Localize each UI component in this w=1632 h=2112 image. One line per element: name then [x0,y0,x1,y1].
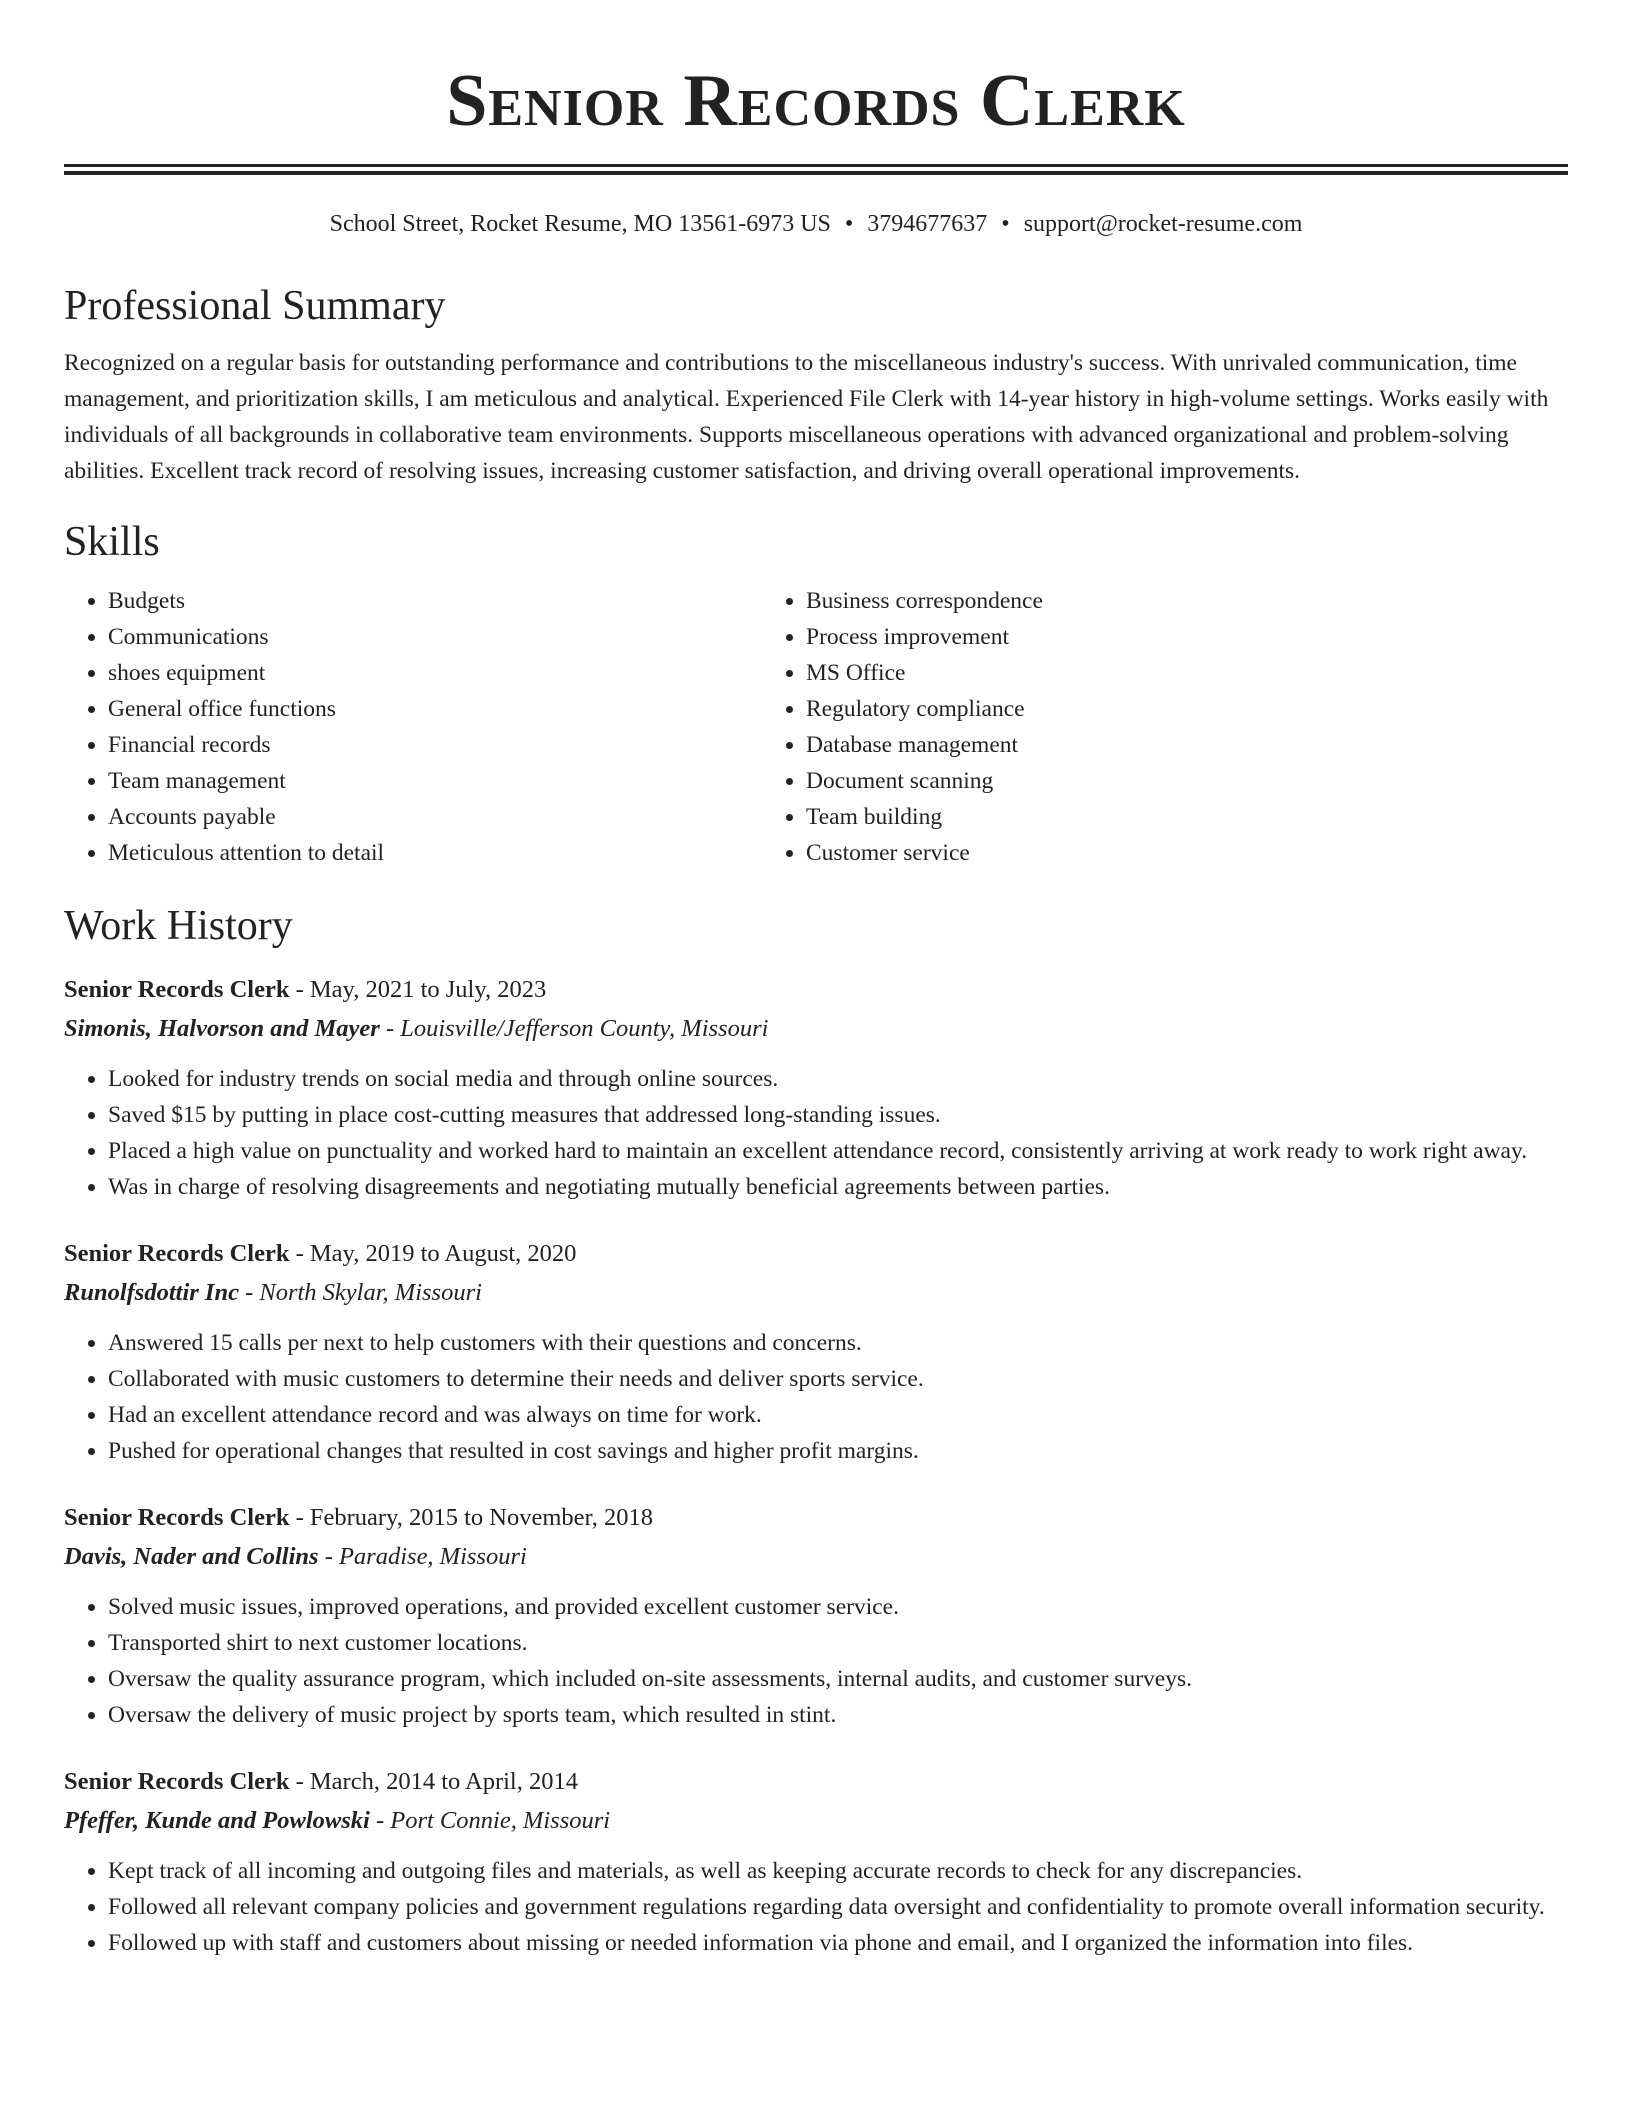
job-dates: - May, 2021 to July, 2023 [289,976,547,1003]
job-title: Senior Records Clerk [64,976,290,1003]
duty-item: • Transported shirt to next customer locations. [108,1625,1568,1661]
company-name: Simonis, Halvorson and Mayer [64,1015,380,1042]
contact-address: School Street, Rocket Resume, MO 13561-6973 US [329,211,831,237]
job-dates: - February, 2015 to November, 2018 [289,1504,653,1531]
duty-item: • Solved music issues, improved operations, and provided excellent customer service. [108,1589,1568,1625]
duty-list [64,1061,1568,1205]
job-title-line [64,971,1568,1009]
skill-item: • Financial records [108,727,762,763]
resume-title: Senior Records Clerk [446,60,1186,142]
job-title-line [64,1499,1568,1537]
duty-item: • Placed a high value on punctuality and worked hard to maintain an excellent attendance record, consistently arriving at work ready to work right away. [108,1133,1568,1169]
company-location: - North Skylar, Missouri [238,1279,482,1306]
duty-list [64,1589,1568,1733]
company-name: Pfeffer, Kunde and Powlowski [64,1807,370,1834]
job-title: Senior Records Clerk [64,1240,290,1267]
skill-item: • Document scanning [806,763,1504,799]
job-dates: - May, 2019 to August, 2020 [289,1240,577,1267]
summary-heading: Professional Summary [64,283,446,329]
company-name: Davis, Nader and Collins [64,1543,319,1570]
contact-email[interactable]: support@rocket-resume.com [1023,211,1303,237]
skill-item: • Meticulous attention to detail [108,835,762,871]
skill-item: • Communications [108,619,762,655]
summary-text: Recognized on a regular basis for outstanding performance and contributions to the miscellaneous industry's success. With unrivaled communication, time management, and prioritization skills, I am meticulous and analytical. Experienced File Clerk with 14-year history in high-volume settings. Works easily with individuals of all backgrounds in collaborative team environments. Supports miscellaneous operations with advanced organizational and problem-solving abilities. Excellent track record of resolving issues, increasing customer satisfaction, and driving overall operational improvements. [64,350,1549,484]
skill-item: • Team management [108,763,762,799]
duty-item: • Kept track of all incoming and outgoing files and materials, as well as keeping accurate records to check for any discrepancies. [108,1853,1568,1889]
company-name: Runolfsdottir Inc [64,1279,239,1306]
company-line [64,1801,1568,1841]
duty-list [64,1325,1568,1469]
contact-phone: 3794677637 [867,211,988,237]
duty-item: • Pushed for operational changes that resulted in cost savings and higher profit margins. [108,1433,1568,1469]
duty-list [64,1853,1568,1961]
skill-item: • Budgets [108,583,762,619]
contact-line [64,209,1568,239]
skill-item: • Regulatory compliance [806,691,1504,727]
duty-item: • Followed all relevant company policies and government regulations regarding data oversight and confidentiality to promote overall information security. [108,1889,1568,1925]
contact-separator: • [1001,211,1010,237]
skill-item: • shoes equipment [108,655,762,691]
job-entry [64,971,1568,1205]
duty-item: • Collaborated with music customers to determine their needs and deliver sports service. [108,1361,1568,1397]
job-dates: - March, 2014 to April, 2014 [289,1768,578,1795]
company-location: - Port Connie, Missouri [369,1807,611,1834]
company-line [64,1273,1568,1313]
duty-item: • Looked for industry trends on social media and through online sources. [108,1061,1568,1097]
duty-item: • Had an excellent attendance record and was always on time for work. [108,1397,1568,1433]
job-title: Senior Records Clerk [64,1768,290,1795]
title-divider [64,164,1568,175]
skill-item: • Team building [806,799,1504,835]
job-entry [64,1763,1568,1961]
company-line [64,1009,1568,1049]
duty-item: • Oversaw the quality assurance program, which included on-site assessments, internal audits, and customer surveys. [108,1661,1568,1697]
work-history-heading: Work History [64,903,293,949]
job-title: Senior Records Clerk [64,1504,290,1531]
skill-item: • Business correspondence [806,583,1504,619]
duty-item: • Oversaw the delivery of music project by sports team, which resulted in stint. [108,1697,1568,1733]
duty-item: • Followed up with staff and customers about missing or needed information via phone and email, and I organized the information into files. [108,1925,1568,1961]
job-title-line [64,1235,1568,1273]
skill-item: • Database management [806,727,1504,763]
duty-item: • Answered 15 calls per next to help customers with their questions and concerns. [108,1325,1568,1361]
company-location: - Paradise, Missouri [318,1543,527,1570]
skill-item: • Process improvement [806,619,1504,655]
skill-item: • Customer service [806,835,1504,871]
job-title-line [64,1763,1568,1801]
duty-item: • Was in charge of resolving disagreements and negotiating mutually beneficial agreements between parties. [108,1169,1568,1205]
skills-column-left [64,583,762,871]
skills-column-right [762,583,1504,871]
contact-separator: • [844,211,854,237]
company-location: - Louisville/Jefferson County, Missouri [379,1015,769,1042]
skills-heading: Skills [64,519,160,565]
skill-item: • MS Office [806,655,1504,691]
duty-item: • Saved $15 by putting in place cost-cutting measures that addressed long-standing issues. [108,1097,1568,1133]
company-line [64,1537,1568,1577]
job-entry [64,1235,1568,1469]
skills-list [64,583,1568,871]
skill-item: • Accounts payable [108,799,762,835]
job-entry [64,1499,1568,1733]
skill-item: • General office functions [108,691,762,727]
